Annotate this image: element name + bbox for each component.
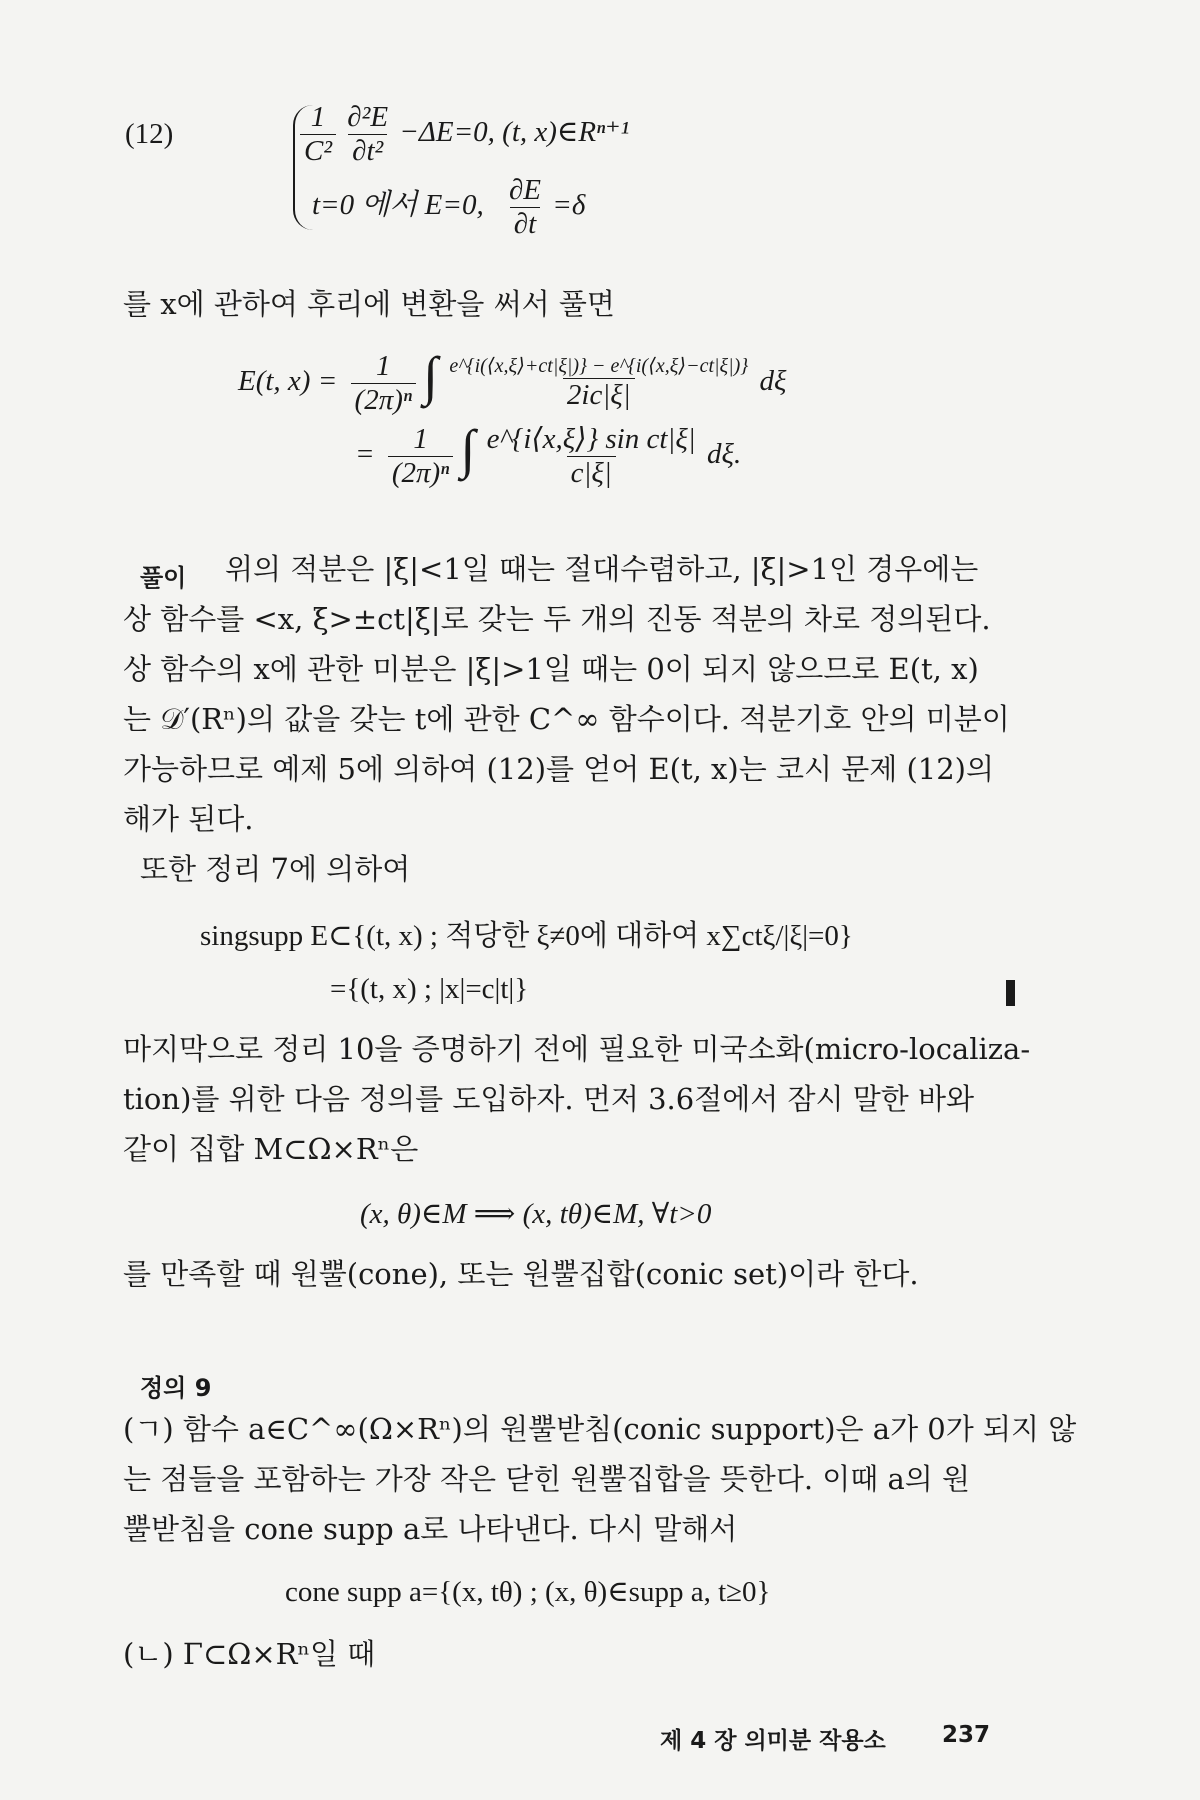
eq12-frac2-num: ∂²E xyxy=(347,101,389,133)
integral-sign-2: ∫ xyxy=(460,419,476,479)
definition-a-line-2: 는 점들을 포함하는 가장 작은 닫힌 원뿔집합을 뜻한다. 이때 a의 원 xyxy=(123,1462,971,1496)
solution-line-5: 가능하므로 예제 5에 의하여 (12)를 얻어 E(t, x)는 코시 문제 (12)의 xyxy=(123,752,994,786)
intro-line: 를 x에 관하여 후리에 변환을 써서 풀면 xyxy=(123,287,615,321)
cone-supp-formula: cone supp a={(x, tθ) ; (x, θ)∈supp a, t≥0} xyxy=(285,1576,771,1608)
footer-chapter: 제 4 장 의미분 작용소 xyxy=(660,1728,886,1754)
eq12-frac1-den: C² xyxy=(300,134,336,166)
footer-page-number: 237 xyxy=(942,1722,991,1748)
definition-heading: 정의 9 xyxy=(140,1374,212,1402)
solution-line-4: 는 𝒟′(Rⁿ)의 값을 갖는 t에 관한 C^∞ 함수이다. 적분기호 안의 미분이 xyxy=(123,702,1010,736)
formula-E-frac1-den: (2π)ⁿ xyxy=(351,383,416,415)
formula-E-frac1-num: 1 xyxy=(376,349,391,382)
formula-E-integrand2-den: c|ξ| xyxy=(567,456,616,488)
para2-line-3: 같이 집합 M⊂Ω×Rⁿ은 xyxy=(123,1132,419,1166)
singsupp-line-2: ={(t, x) ; |x|=c|t|} xyxy=(330,973,529,1005)
para2-line-1: 마지막으로 정리 10을 증명하기 전에 필요한 미국소화(micro-localiza- xyxy=(123,1032,1031,1066)
formula-E-line1 xyxy=(238,345,786,415)
solution-line-1: 위의 적분은 |ξ|<1일 때는 절대수렴하고, |ξ|>1인 경우에는 xyxy=(225,552,979,586)
eq12-row2-rest: =δ xyxy=(552,189,586,222)
end-of-proof-mark xyxy=(1006,980,1015,1006)
integral-sign-1: ∫ xyxy=(423,346,439,406)
solution-label: 풀이 xyxy=(140,564,187,592)
definition-a-line-1: (ㄱ) 함수 a∈C^∞(Ω×Rⁿ)의 원뿔받침(conic support)은 a가 0가 되지 않 xyxy=(123,1412,1077,1446)
formula-E-integrand2-num: e^{i⟨x,ξ⟩} sin ct|ξ| xyxy=(486,422,696,455)
para2-line-2: tion)를 위한 다음 정의를 도입하자. 먼저 3.6절에서 잠시 말한 바와 xyxy=(123,1082,975,1116)
equation-number-12: (12) xyxy=(125,118,174,150)
definition-b-line: (ㄴ) Γ⊂Ω×Rⁿ일 때 xyxy=(123,1637,376,1671)
solution-line-6: 해가 된다. xyxy=(123,802,254,836)
singsupp-line-1: singsupp E⊂{(t, x) ; 적당한 ξ≠0에 대하여 x∑ctξ/|ξ|=0} xyxy=(200,920,853,952)
eq12-row1 xyxy=(300,103,629,166)
theorem7-line: 또한 정리 7에 의하여 xyxy=(140,852,411,886)
eq12-frac1-num: 1 xyxy=(310,101,326,133)
eq12-row2-left: t=0 에서 E=0, xyxy=(312,189,484,222)
cone-definition-line: 를 만족할 때 원뿔(cone), 또는 원뿔집합(conic set)이라 한다. xyxy=(123,1257,919,1291)
formula-E-frac2-num: 1 xyxy=(413,422,428,455)
formula-E-line2 xyxy=(355,418,741,488)
solution-line-2: 상 함수를 <x, ξ>±ct|ξ|로 갖는 두 개의 진동 적분의 차로 정의된다. xyxy=(123,602,991,636)
formula-E-dxi: dξ xyxy=(759,365,787,397)
definition-a-line-3: 뿔받침을 cone supp a로 나타낸다. 다시 말해서 xyxy=(123,1512,738,1546)
eq12-row2 xyxy=(312,176,585,239)
formula-E-integrand-den: 2ic|ξ| xyxy=(563,378,635,410)
formula-E-lhs: E(t, x) = xyxy=(238,365,338,397)
eq12-row2-num: ∂E xyxy=(508,174,541,206)
eq12-row1-rest: −ΔE=0, (t, x)∈Rⁿ⁺¹ xyxy=(399,116,630,149)
eq12-frac2-den: ∂t² xyxy=(348,134,387,166)
cone-equation: (x, θ)∈M ⟹ (x, tθ)∈M, ∀t>0 xyxy=(360,1198,712,1230)
solution-line-3: 상 함수의 x에 관한 미분은 |ξ|>1일 때는 0이 되지 않으므로 E(t, x) xyxy=(123,652,979,686)
formula-E-frac2-den: (2π)ⁿ xyxy=(388,456,453,488)
formula-E-integrand-num: e^{i(⟨x,ξ⟩+ct|ξ|)} − e^{i(⟨x,ξ⟩−ct|ξ|)} xyxy=(449,355,749,378)
formula-E-eq2: = xyxy=(355,438,375,470)
formula-E-dxi2: dξ. xyxy=(707,438,742,470)
eq12-row2-den: ∂t xyxy=(510,207,540,239)
